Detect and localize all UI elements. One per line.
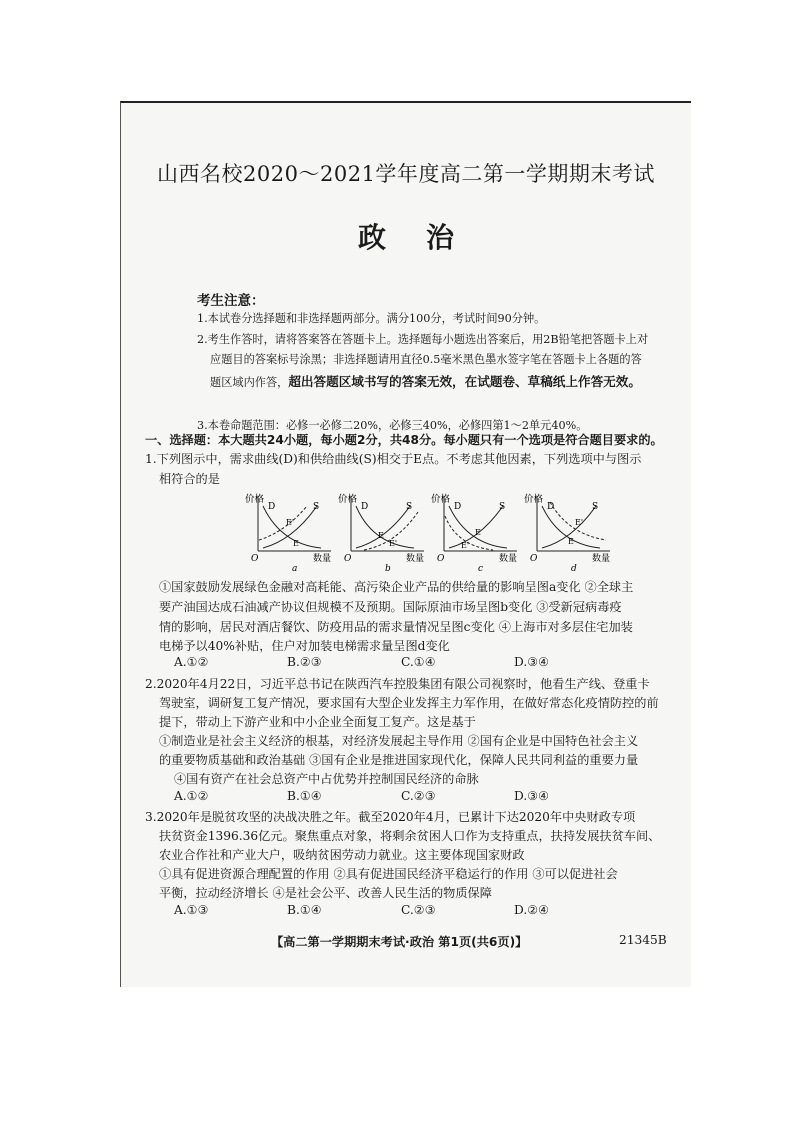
graph-c-x-label: 数量 xyxy=(499,554,518,564)
graph-a-e2-label: E' xyxy=(286,518,295,527)
graph-c xyxy=(431,493,517,573)
notice-item-2-line-2: 应题目的答案标号涂黑；非选择题请用直径0.5毫米黑色墨水签字笔在答题卡上各题的答 xyxy=(210,353,642,366)
q1-body-line-1: ①国家鼓励发展绿色金融对高耗能、高污染企业产品的供给量的影响呈图a变化 ②全球主 xyxy=(159,580,634,594)
notice-item-3: 3.本卷命题范围：必修一必修二20%，必修三40%，必修四第1～2单元40%。 xyxy=(197,419,588,432)
graph-b-y-label: 价格 xyxy=(338,494,358,505)
q2-option-c[interactable]: C.②③ xyxy=(401,789,436,803)
graph-b xyxy=(338,493,424,573)
q2-option-d[interactable]: D.③④ xyxy=(514,789,550,803)
notice-heading: 考生注意： xyxy=(197,293,265,309)
q2-option-a[interactable]: A.①② xyxy=(174,789,209,803)
graph-b-supply-curve xyxy=(356,506,410,548)
graph-b-d-label: D xyxy=(361,502,369,512)
graph-b-origin: O xyxy=(344,554,352,564)
q1-body-line-4: 电梯予以40%补贴，住户对加装电梯需求量呈图d变化 xyxy=(159,639,450,653)
graph-d-d-label: D xyxy=(547,502,555,512)
notice-item-2-line-3-prefix: 题区域内作答， xyxy=(210,376,289,389)
section-1-heading: 一、选择题：本大题共24小题，每小题2分，共48分。每小题只有一个选项是符合题目要求的。 xyxy=(145,433,663,447)
q2-body-line-2: 的重要物质基础和政治基础 ③国有企业是推进国家现代化，保障人民共同利益的重要力量 xyxy=(159,753,639,767)
graph-b-name: b xyxy=(385,564,391,573)
q1-graphs xyxy=(241,488,611,573)
q2-options xyxy=(121,789,691,805)
graph-a-s-label: S xyxy=(313,502,320,512)
graph-d-x-label: 数量 xyxy=(592,554,611,564)
graph-a-supply-curve xyxy=(263,506,317,548)
graph-d-s-label: S xyxy=(592,502,599,512)
graph-a-name: a xyxy=(292,564,298,573)
q3-option-d[interactable]: D.②④ xyxy=(514,903,550,917)
graph-d-e2-label: E' xyxy=(575,518,584,527)
graph-a-d-label: D xyxy=(268,502,276,512)
graph-c-supply-curve xyxy=(449,506,503,548)
graph-b-x-label: 数量 xyxy=(406,554,425,564)
notice-item-1: 1.本试卷分选择题和非选择题两部分。满分100分，考试时间90分钟。 xyxy=(197,312,546,325)
q2-option-b[interactable]: B.①④ xyxy=(287,789,322,803)
graph-c-name: c xyxy=(478,564,484,573)
q3-option-a[interactable]: A.①③ xyxy=(174,903,209,917)
q2-body-line-1: ①制造业是社会主义经济的根基，对经济发展起主导作用 ②国有企业是中国特色社会主义 xyxy=(159,734,639,748)
q3-option-b[interactable]: B.①④ xyxy=(287,903,322,917)
graph-d-y-label: 价格 xyxy=(524,494,544,505)
exam-title: 山西名校2020～2021学年度高二第一学期期末考试 xyxy=(157,162,655,186)
graph-b-s-label: S xyxy=(406,502,413,512)
q1-option-a[interactable]: A.①② xyxy=(174,655,209,669)
q1-option-c[interactable]: C.①④ xyxy=(401,655,436,669)
q1-body-line-2: 要产油国达成石油减产协议但规模不及预期。国际原油市场呈图b变化 ③受新冠病毒疫 xyxy=(159,600,622,614)
graph-b-e2-label: E' xyxy=(389,539,398,548)
exam-code: 21345B xyxy=(619,933,667,947)
q2-stem-line-3: 提下，带动上下游产业和中小企业全面复工复产。这是基于 xyxy=(159,715,476,729)
graph-a-y-label-1: 价格 xyxy=(245,494,265,505)
q3-stem-line-1: 3.2020年是脱贫攻坚的决战决胜之年。截至2020年4月，已累计下达2020年中央财政专项 xyxy=(145,810,636,824)
notice-item-2-line-1: 2.考生作答时，请将答案答在答题卡上。选择题每小题选出答案后，用2B铅笔把答题卡上对 xyxy=(197,333,649,346)
q3-options xyxy=(121,903,691,919)
q2-stem-line-1: 2.2020年4月22日，习近平总书记在陕西汽车控股集团有限公司视察时，他看生产线、登重卡 xyxy=(145,677,650,691)
q3-body-line-2: 平衡，拉动经济增长 ④是社会公平、改善人民生活的物质保障 xyxy=(159,886,492,900)
page-footer-label: 【高二第一学期期末考试·政治 第1页(共6页)】 xyxy=(271,935,528,949)
graph-d-origin: O xyxy=(530,554,538,564)
q2-stem-line-2: 驾驶室，调研复工复产情况，要求国有大型企业发挥主力军作用，在做好常态化疫情防控的前 xyxy=(159,696,659,710)
q1-option-b[interactable]: B.②③ xyxy=(287,655,322,669)
q2-body-line-3: ④国有资产在社会总资产中占优势并控制国民经济的命脉 xyxy=(174,772,479,786)
graph-a-origin: O xyxy=(251,554,259,564)
q3-stem-line-3: 农业合作社和产业大户，吸纳贫困劳动力就业。这主要体现国家财政 xyxy=(159,848,525,862)
q1-stem-line-2: 相符合的是 xyxy=(159,472,220,486)
graph-a-e-label: E xyxy=(293,539,299,548)
q1-option-d[interactable]: D.③④ xyxy=(514,655,550,669)
q3-stem-line-2: 扶贫资金1396.36亿元。聚焦重点对象，将剩余贫困人口作为支持重点，扶持发展扶贫车间、 xyxy=(159,829,661,843)
q1-stem-line-1: 1.下列图示中，需求曲线(D)和供给曲线(S)相交于E点。不考虑其他因素，下列选项中与图示 xyxy=(145,452,642,466)
graph-c-d-label: D xyxy=(454,502,462,512)
q1-body-line-3: 情的影响，居民对酒店餐饮、防疫用品的需求量情况呈图c变化 ④上海市对多层住宅加装 xyxy=(159,620,633,634)
graph-c-y-label: 价格 xyxy=(431,494,451,505)
graph-c-e2-label: E' xyxy=(461,541,470,550)
graph-a xyxy=(245,493,331,573)
graph-c-s-label: S xyxy=(499,502,506,512)
q3-body-line-1: ①具有促进资源合理配置的作用 ②具有促进国民经济平稳运行的作用 ③可以促进社会 xyxy=(159,867,618,881)
graph-a-x-label: 数量 xyxy=(313,554,332,564)
notice-item-2-bold-warning: 超出答题区域书写的答案无效，在试题卷、草稿纸上作答无效。 xyxy=(288,374,641,389)
q1-options xyxy=(121,655,691,671)
notice-item-2-line-3 xyxy=(210,371,641,391)
q3-option-c[interactable]: C.②③ xyxy=(401,903,436,917)
graph-c-origin: O xyxy=(437,554,445,564)
graph-d-e-label: E xyxy=(568,537,574,546)
graph-d xyxy=(524,493,610,573)
graph-a-shift-curve xyxy=(259,506,307,540)
exam-sheet xyxy=(120,101,691,987)
graph-d-name: d xyxy=(571,564,577,573)
graph-c-e-label: E xyxy=(475,528,481,537)
graph-b-e-label: E xyxy=(378,531,384,540)
subject-title: 政治 xyxy=(357,221,494,254)
